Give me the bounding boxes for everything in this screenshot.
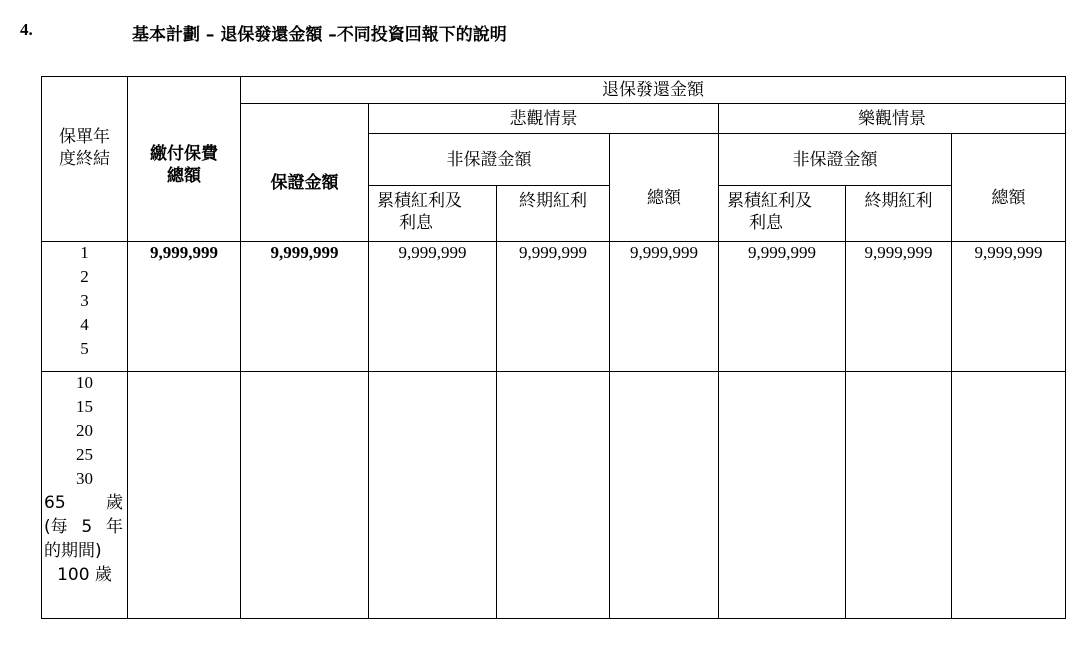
empty-cell <box>497 372 610 619</box>
cell-pess-accum: 9,999,999 <box>369 242 497 372</box>
header-opt-accum <box>719 186 846 242</box>
header-opt-terminal: 終期紅利 <box>846 186 952 242</box>
cell-pess-total: 9,999,999 <box>610 242 719 372</box>
every-5-open: (每 <box>44 517 68 537</box>
header-policy-year-line1: 保單年 <box>59 127 110 147</box>
header-pess-accum <box>369 186 497 242</box>
header-pess-non-guaranteed: 非保證金額 <box>369 134 610 186</box>
cell-total-premium: 9,999,999 <box>128 242 241 372</box>
year-3: 3 <box>80 291 89 310</box>
header-pess-accum-line1: 累積紅利及 <box>377 191 462 211</box>
empty-cell <box>610 372 719 619</box>
every-5-number: 5 <box>81 517 93 537</box>
empty-cell <box>952 372 1066 619</box>
year-1: 1 <box>80 243 89 262</box>
year-20: 20 <box>76 421 93 440</box>
year-2: 2 <box>80 267 89 286</box>
age-100: 100 歲 <box>57 565 112 585</box>
header-opt-non-guaranteed: 非保證金額 <box>719 134 952 186</box>
year-4: 4 <box>80 315 89 334</box>
years-block-1 <box>42 242 128 372</box>
section-title: 基本計劃 – 退保發還金額 –不同投資回報下的說明 <box>132 25 507 45</box>
empty-cell <box>719 372 846 619</box>
year-10: 10 <box>76 373 93 392</box>
header-pess-total: 總額 <box>610 134 719 242</box>
header-surrender-value: 退保發還金額 <box>241 77 1066 104</box>
cell-opt-terminal: 9,999,999 <box>846 242 952 372</box>
age-65-line <box>42 492 127 516</box>
surrender-value-table <box>41 76 1066 619</box>
age-65-number: 65 <box>44 493 66 513</box>
header-pess-terminal: 終期紅利 <box>497 186 610 242</box>
header-total-premium <box>128 77 241 242</box>
period-note: 的期間) <box>44 541 102 561</box>
every-5-years-line <box>42 516 127 540</box>
header-opt-total: 總額 <box>952 134 1066 242</box>
header-optimistic: 樂觀情景 <box>719 104 1066 134</box>
header-pess-accum-line2: 利息 <box>399 213 433 233</box>
header-total-premium-line1: 繳付保費 <box>150 144 218 164</box>
year-5: 5 <box>80 339 89 358</box>
empty-cell <box>846 372 952 619</box>
header-policy-year <box>42 77 128 242</box>
years-block-2 <box>42 372 128 619</box>
empty-cell <box>241 372 369 619</box>
header-opt-accum-line2: 利息 <box>749 213 783 233</box>
cell-opt-total: 9,999,999 <box>952 242 1066 372</box>
empty-cell <box>369 372 497 619</box>
cell-guaranteed: 9,999,999 <box>241 242 369 372</box>
age-65-unit: 歲 <box>106 493 123 513</box>
year-25: 25 <box>76 445 93 464</box>
header-total-premium-line2: 總額 <box>167 166 201 186</box>
header-guaranteed: 保證金額 <box>241 104 369 242</box>
cell-opt-accum: 9,999,999 <box>719 242 846 372</box>
year-30: 30 <box>76 469 93 488</box>
header-policy-year-line2: 度終結 <box>59 149 110 169</box>
every-5-unit: 年 <box>106 517 123 537</box>
cell-pess-terminal: 9,999,999 <box>497 242 610 372</box>
header-opt-accum-line1: 累積紅利及 <box>727 191 812 211</box>
section-number: 4. <box>20 20 33 39</box>
empty-cell <box>128 372 241 619</box>
year-15: 15 <box>76 397 93 416</box>
header-pessimistic: 悲觀情景 <box>369 104 719 134</box>
